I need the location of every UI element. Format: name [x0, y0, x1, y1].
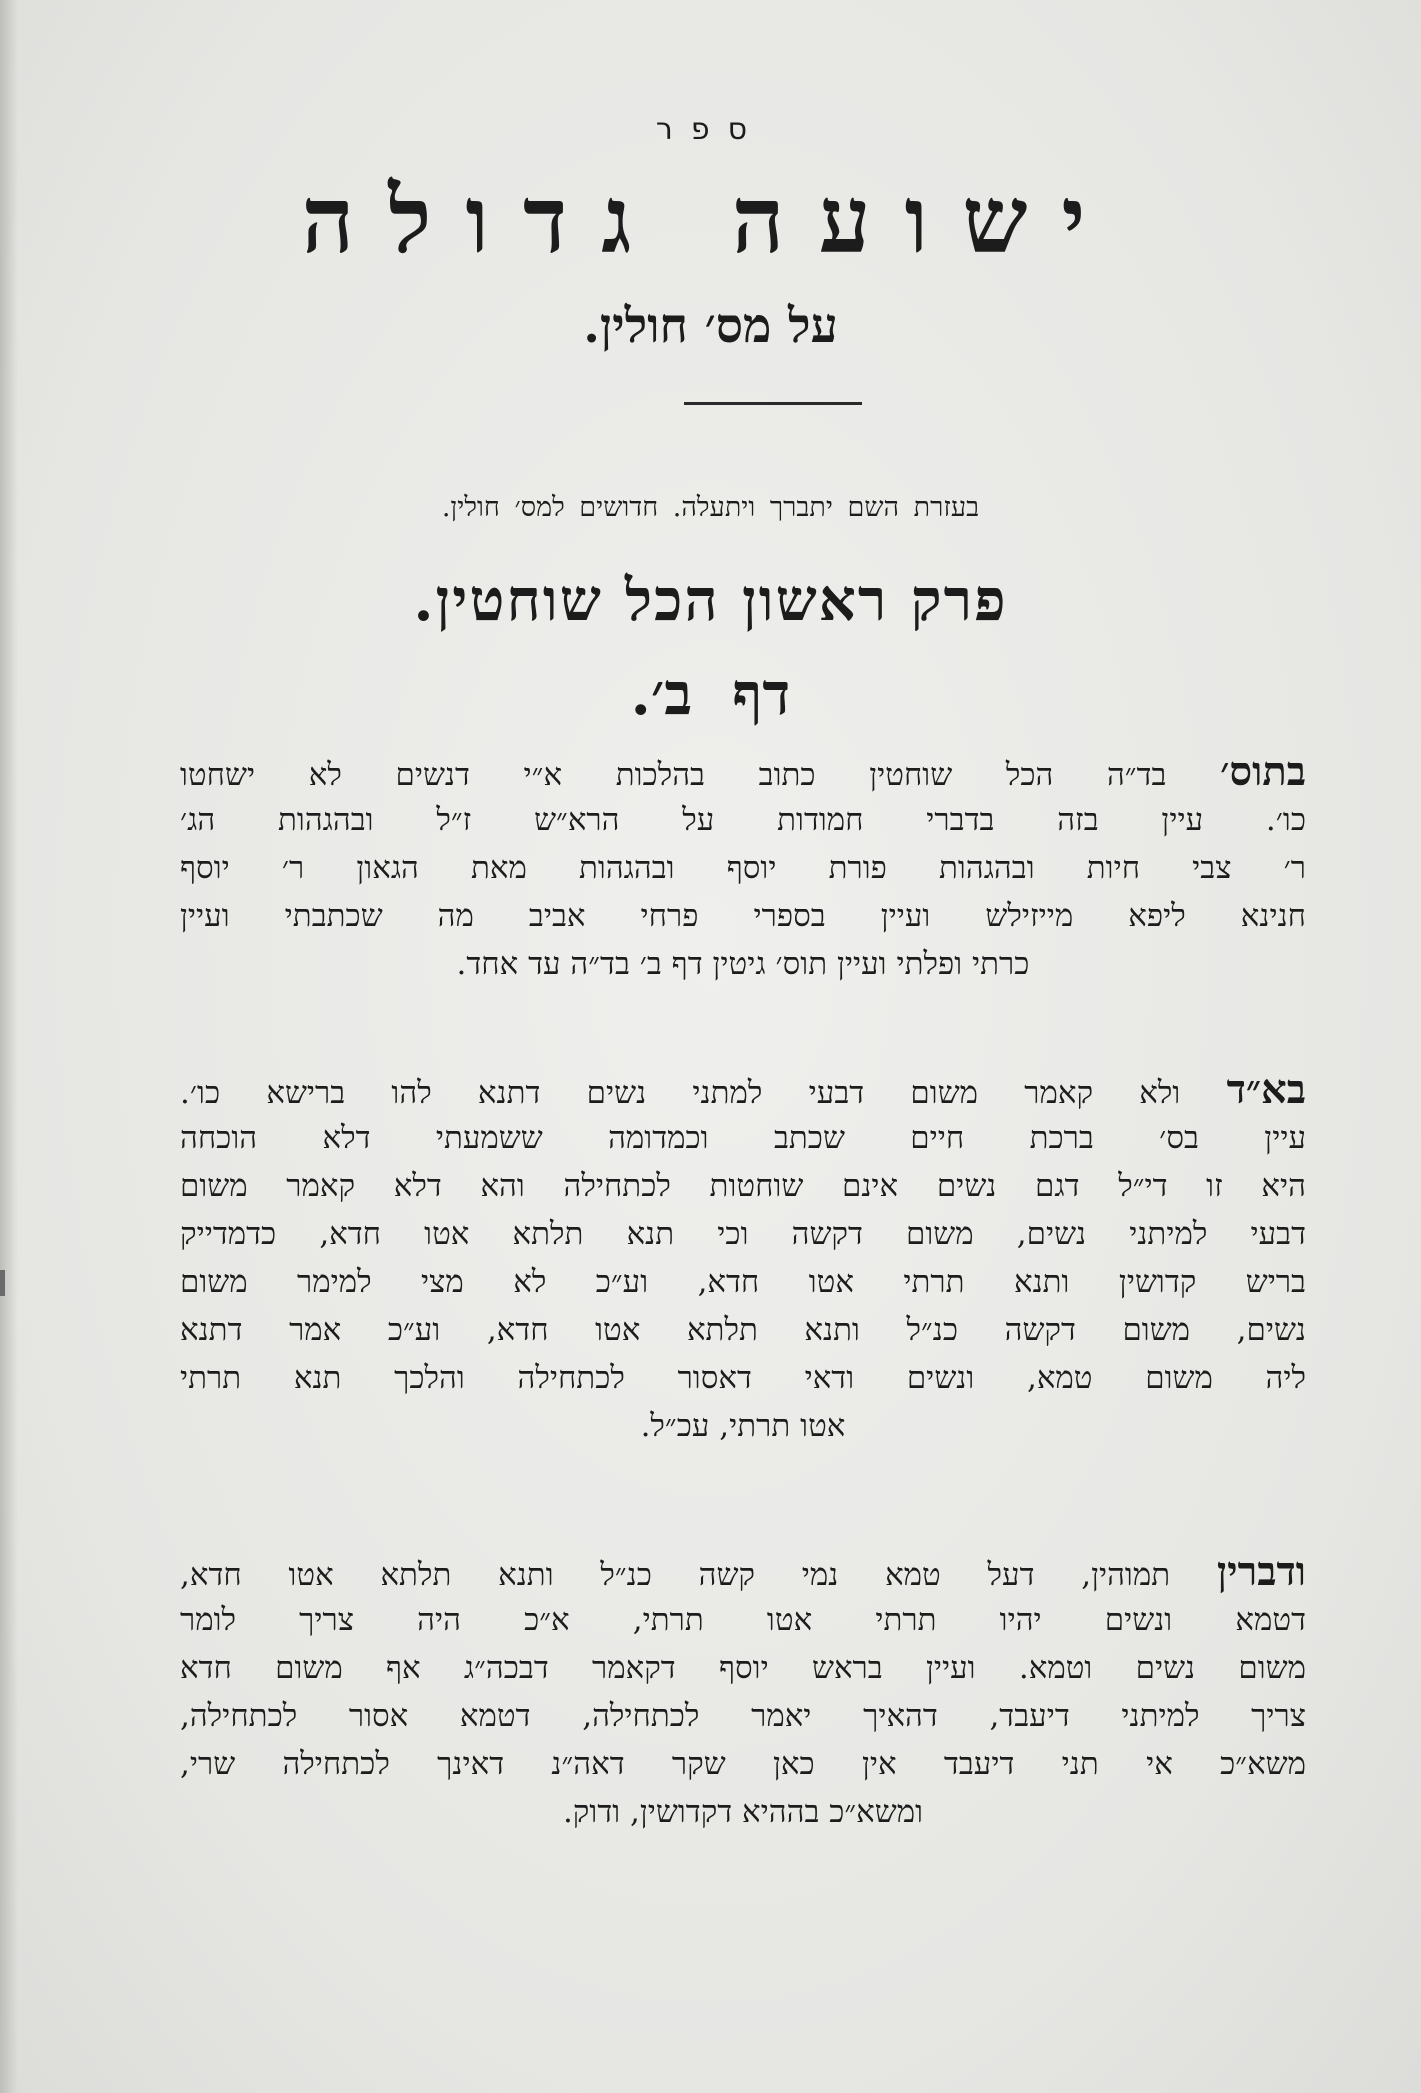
paragraph-line: היא זו די״ל דגם נשים אינם שוחטות לכתחילה והא דלא קאמר משום [180, 1168, 1306, 1204]
paragraph-udvarav [180, 1548, 1306, 1836]
paragraph-line: בריש קדושין ותנא תרתי אטו חדא, וע״כ לא מצי למימר משום [180, 1264, 1306, 1300]
paragraph-first-line-text: ולא קאמר משום דבעי למתני נשים דתנא להו ברישא כו׳. [180, 1075, 1181, 1111]
paragraph-line: דטמא ונשים יהיו תרתי אטו תרתי, א״כ היה צריך לומר [180, 1602, 1306, 1638]
paragraph-line: נשים, משום דקשה כנ״ל ותנא תלתא אטו חדא, וע״כ אמר דתנא [180, 1312, 1306, 1348]
paragraph-first-line-text: תמוהין, דעל טמא נמי קשה כנ״ל ותנא תלתא אטו חדא, [180, 1557, 1171, 1593]
chapter-heading: פרק ראשון הכל שוחטין. [413, 566, 1008, 634]
paragraph-line [180, 1548, 1306, 1596]
paragraph-tosafot [180, 748, 1306, 988]
sefer-label: ספר [655, 112, 766, 147]
paragraph-line: ר׳ צבי חיות ובהגהות פורת יוסף ובהגהות מאת הגאון ר׳ יוסף [180, 850, 1306, 886]
paragraph-line: חנינא ליפא מייזילש ועיין בספרי פרחי אביב מה שכתבתי ועיין [180, 898, 1306, 934]
paragraph-last-line: כרתי ופלתי ועיין תוס׳ גיטין דף ב׳ בד״ה עד אחד. [456, 946, 1030, 982]
book-title: ישועה גדולה [301, 166, 1120, 274]
title-divider [684, 402, 862, 405]
paragraph-ba-d [180, 1066, 1306, 1450]
daf-heading: דף ב׳. [630, 660, 791, 728]
book-subtitle: על מס׳ חולין. [583, 298, 838, 354]
paragraph-line: משא״כ אי תני דיעבד אין כאן שקר דאה״נ דאינך לכתחילה שרי, [180, 1746, 1306, 1782]
paragraph-last-line: אטו תרתי, עכ״ל. [640, 1408, 846, 1444]
paragraph-line [180, 748, 1306, 796]
paragraph-line: משום נשים וטמא. ועיין בראש יוסף דקאמר דבכה״ג אף משום חדא [180, 1650, 1306, 1686]
paragraph-lead-word: בתוס׳ [1220, 748, 1306, 795]
paragraph-first-line-text: בד״ה הכל שוחטין כתוב בהלכות א״י דנשים לא ישחטו [180, 757, 1167, 793]
paragraph-line: ליה משום טמא, ונשים ודאי דאסור לכתחילה והלכך תנא תרתי [180, 1360, 1306, 1396]
paragraph-line [180, 1066, 1306, 1114]
paragraph-last-line: ומשא״כ בההיא דקדושין, ודוק. [562, 1794, 924, 1830]
scan-edge-mark [0, 1270, 5, 1296]
opening-line: בעזרת השם יתברך ויתעלה. חדושים למס׳ חולין. [441, 492, 980, 523]
paragraph-line: עיין בס׳ ברכת חיים שכתב וכמדומה ששמעתי דלא הוכחה [180, 1120, 1306, 1156]
paragraph-line: צריך למיתני דיעבד, דהאיך יאמר לכתחילה, דטמא אסור לכתחילה, [180, 1698, 1306, 1734]
paragraph-line: דבעי למיתני נשים, משום דקשה וכי תנא תלתא אטו חדא, כדמדייק [180, 1216, 1306, 1252]
paragraph-line: כו׳. עיין בזה בדברי חמודות על הרא״ש ז״ל ובהגהות הג׳ [180, 802, 1306, 838]
paragraph-lead-word: ודברין [1216, 1548, 1306, 1595]
paragraph-lead-word: בא״ד [1226, 1066, 1306, 1113]
